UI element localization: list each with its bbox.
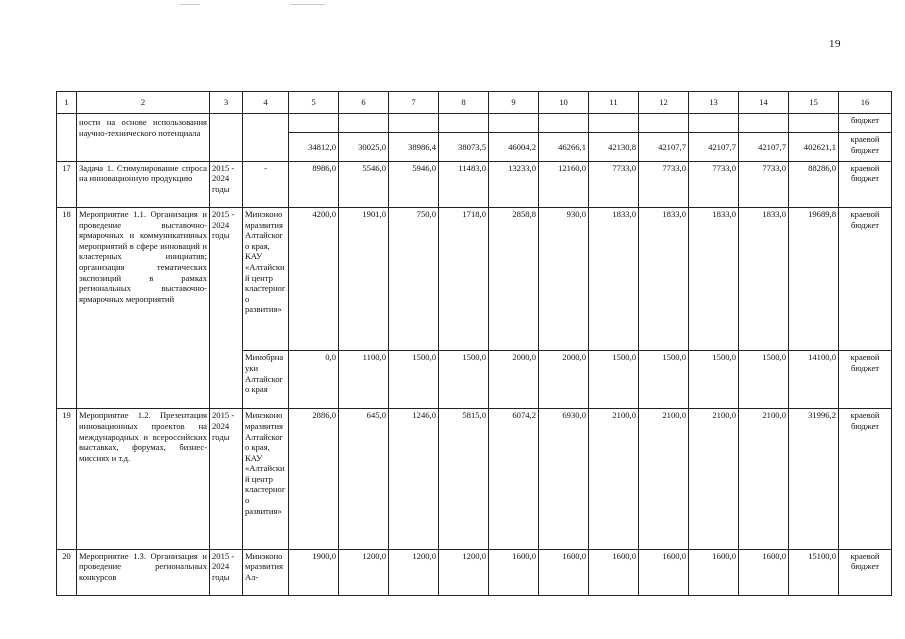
value-cell: 4200,0 [289,207,339,350]
funding-source: краевой бюджет [839,549,892,595]
header-cell: 2 [77,92,210,114]
value-cell [689,114,739,133]
value-cell: 12160,0 [539,161,589,207]
funding-source: краевой бюджет [839,161,892,207]
value-cell: 5946,0 [389,161,439,207]
value-cell: 1900,0 [289,549,339,595]
value-cell: 5546,0 [339,161,389,207]
value-cell: 7733,0 [739,161,789,207]
value-cell: 0,0 [289,351,339,409]
value-cell: 2858,8 [489,207,539,350]
activity-description: Мероприятие 1.3. Организация и проведение региональных конкурсов [77,549,210,595]
total-cell: 88286,0 [789,161,839,207]
value-cell: 1500,0 [389,351,439,409]
executor-cell: Минобрнауки Алтайского края [243,351,289,409]
total-cell: 31996,2 [789,409,839,549]
header-cell: 11 [589,92,639,114]
executor-cell [243,114,289,161]
funding-source: краевой бюджет [839,133,892,161]
table-row [57,409,892,549]
header-cell: 6 [339,92,389,114]
header-cell: 9 [489,92,539,114]
value-cell: 1718,0 [439,207,489,350]
value-cell: 1200,0 [339,549,389,595]
value-cell [789,114,839,133]
header-cell: 1 [57,92,77,114]
activity-description: Мероприятие 1.1. Организация и проведение выставочно-ярмарочных и коммуникативных мероприятий в сфере инноваций и кластерных инициатив; организация тематических экспозиций в рамках региональных выставочно-ярмарочных мероприятий [77,207,210,408]
value-cell: 645,0 [339,409,389,549]
value-cell: 2100,0 [639,409,689,549]
value-cell: 1600,0 [489,549,539,595]
value-cell: 1833,0 [639,207,689,350]
years-cell [210,114,243,161]
value-cell: 1500,0 [439,351,489,409]
header-cell: 13 [689,92,739,114]
value-cell: 2100,0 [589,409,639,549]
header-cell: 16 [839,92,892,114]
funding-source: краевой бюджет [839,409,892,549]
total-cell: 14100,0 [789,351,839,409]
value-cell: 6074,2 [489,409,539,549]
value-cell [389,114,439,133]
header-cell: 14 [739,92,789,114]
value-cell: 1100,0 [339,351,389,409]
budget-table [56,91,892,596]
value-cell [289,114,339,133]
total-cell: 19689,8 [789,207,839,350]
value-cell: 1500,0 [589,351,639,409]
funding-source: бюджет [839,114,892,133]
row-number: 20 [57,549,77,595]
activity-description: ности на основе использования научно-технического потенциала [77,114,210,161]
value-cell: 1200,0 [439,549,489,595]
table-row [57,549,892,595]
value-cell: 7733,0 [639,161,689,207]
value-cell: 38986,4 [389,133,439,161]
executor-cell: Минэкономразвития Алтайского края, КАУ «Алтайский центр кластерного развития» [243,207,289,350]
header-cell: 4 [243,92,289,114]
executor-cell: - [243,161,289,207]
header-cell: 10 [539,92,589,114]
value-cell: 42107,7 [689,133,739,161]
value-cell [439,114,489,133]
table-row [57,161,892,207]
row-number: 17 [57,161,77,207]
value-cell: 1600,0 [639,549,689,595]
value-cell: 1901,0 [339,207,389,350]
row-number [57,114,77,161]
activity-description: Задача 1. Стимулирование спроса на инновационную продукцию [77,161,210,207]
header-cell: 3 [210,92,243,114]
total-cell: 15100,0 [789,549,839,595]
value-cell: 11483,0 [439,161,489,207]
row-number: 19 [57,409,77,549]
total-cell: 402621,1 [789,133,839,161]
value-cell: 1246,0 [389,409,439,549]
value-cell: 42107,7 [639,133,689,161]
activity-description: Мероприятие 1.2. Презентация инновационных проектов на международных и всероссийских выставках, форумах, бизнес-миссиях и т.д. [77,409,210,549]
value-cell: 930,0 [539,207,589,350]
executor-cell: Минэкономразвития Алтайского края, КАУ «Алтайский центр кластерного развития» [243,409,289,549]
value-cell: 1500,0 [739,351,789,409]
header-cell: 5 [289,92,339,114]
value-cell: 1500,0 [689,351,739,409]
row-number: 18 [57,207,77,408]
header-row [57,92,892,114]
value-cell: 2000,0 [539,351,589,409]
value-cell: 46004,2 [489,133,539,161]
header-cell: 15 [789,92,839,114]
value-cell [339,114,389,133]
value-cell [639,114,689,133]
value-cell [539,114,589,133]
value-cell: 1600,0 [589,549,639,595]
value-cell: 1833,0 [739,207,789,350]
header-cell: 12 [639,92,689,114]
years-cell: 2015 - 2024 годы [210,409,243,549]
value-cell: 2886,0 [289,409,339,549]
table-row [57,114,892,133]
value-cell: 2000,0 [489,351,539,409]
funding-source: краевой бюджет [839,351,892,409]
years-cell: 2015 - 2024 годы [210,161,243,207]
value-cell [739,114,789,133]
value-cell: 5815,0 [439,409,489,549]
value-cell: 42107,7 [739,133,789,161]
value-cell: 1600,0 [539,549,589,595]
value-cell: 30025,0 [339,133,389,161]
value-cell: 1600,0 [739,549,789,595]
value-cell: 2100,0 [689,409,739,549]
value-cell: 2100,0 [739,409,789,549]
page-number: 19 [829,38,841,50]
scan-artifact [180,4,200,5]
value-cell: 1833,0 [589,207,639,350]
scan-artifact [290,4,325,5]
value-cell: 6930,0 [539,409,589,549]
value-cell: 7733,0 [589,161,639,207]
value-cell: 1500,0 [639,351,689,409]
value-cell: 13233,0 [489,161,539,207]
table-row [57,207,892,350]
value-cell: 1600,0 [689,549,739,595]
header-cell: 7 [389,92,439,114]
value-cell [489,114,539,133]
funding-source: краевой бюджет [839,207,892,350]
value-cell: 38073,5 [439,133,489,161]
years-cell: 2015 - 2024 годы [210,549,243,595]
value-cell: 34812,0 [289,133,339,161]
header-cell: 8 [439,92,489,114]
value-cell: 7733,0 [689,161,739,207]
value-cell: 750,0 [389,207,439,350]
value-cell: 46266,1 [539,133,589,161]
value-cell [589,114,639,133]
value-cell: 1833,0 [689,207,739,350]
value-cell: 42130,8 [589,133,639,161]
executor-cell: Минэкономразвития Ал- [243,549,289,595]
value-cell: 1200,0 [389,549,439,595]
years-cell: 2015 - 2024 годы [210,207,243,408]
value-cell: 8986,0 [289,161,339,207]
